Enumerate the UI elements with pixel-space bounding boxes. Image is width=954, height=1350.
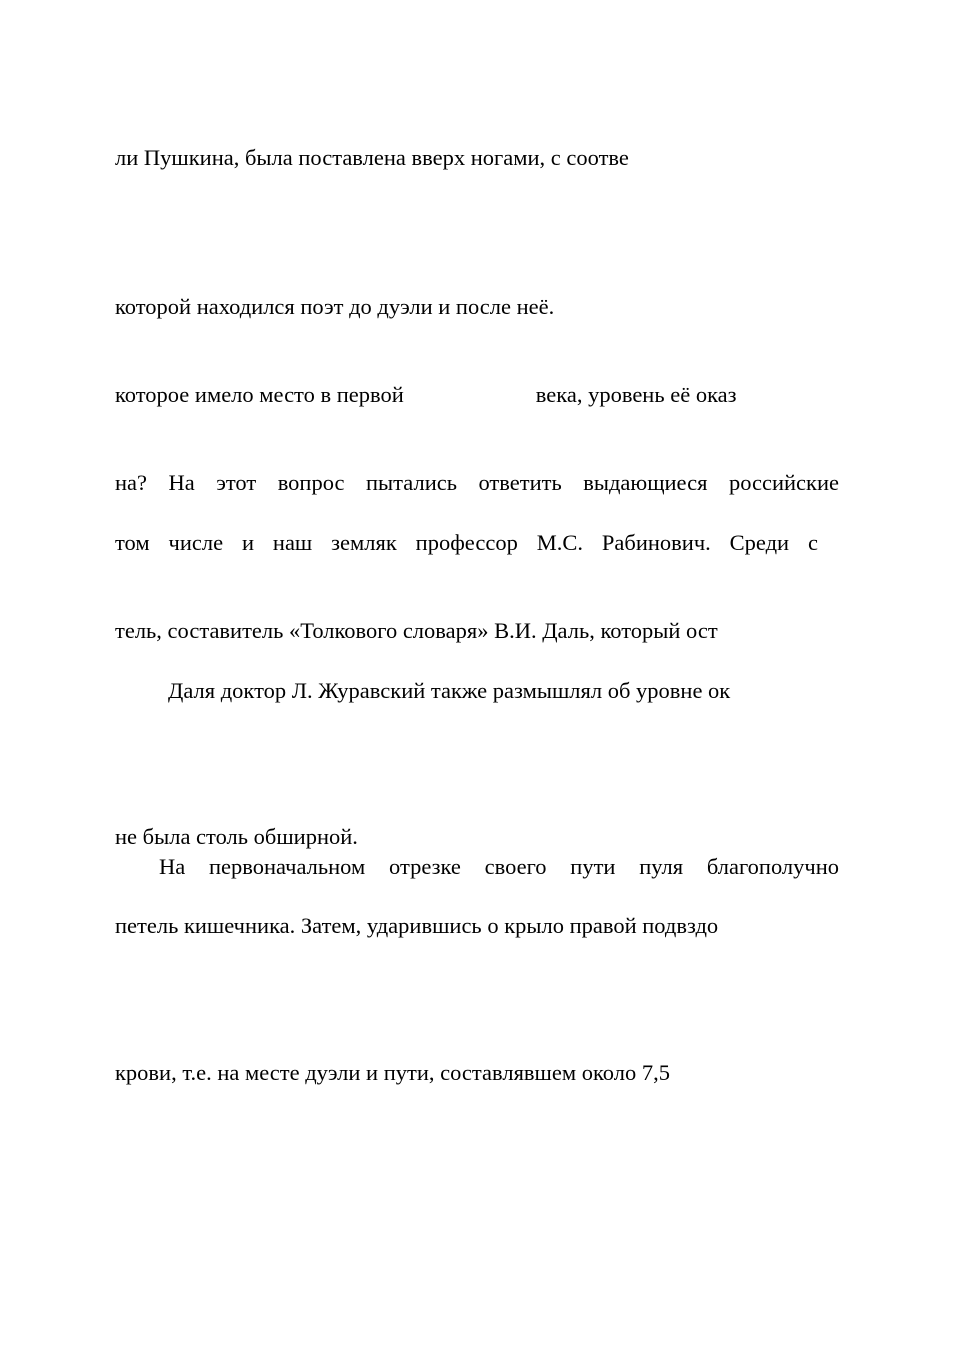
text-line-1: ли Пушкина, была поставлена вверх ногами, с соотве [115, 145, 629, 170]
text-line-4: на? На этот вопрос пытались ответить выдающиеся российские [115, 470, 839, 495]
text-line-10: петель кишечника. Затем, ударившись о крыло правой подвздо [115, 913, 719, 938]
text-line-3 [115, 381, 737, 409]
text-line-7: Даля доктор Л. Журавский также размышлял об уровне ок [168, 678, 731, 703]
text-line-3-start: которое имело место в первой [115, 382, 404, 407]
text-line-9: На первоначальном отрезке своего пути пуля благополучно [159, 854, 839, 879]
text-line-6: тель, составитель «Толкового словаря» В.И. Даль, который ост [115, 618, 718, 643]
text-line-5: том числе и наш земляк профессор М.С. Рабинович. Среди с [115, 530, 818, 555]
text-line-11: крови, т.е. на месте дуэли и пути, составлявшем около 7,5 [115, 1060, 670, 1085]
text-line-2: которой находился поэт до дуэли и после неё. [115, 294, 555, 319]
text-line-8: не была столь обширной. [115, 824, 358, 849]
text-line-3-end: века, уровень её оказ [535, 382, 737, 407]
